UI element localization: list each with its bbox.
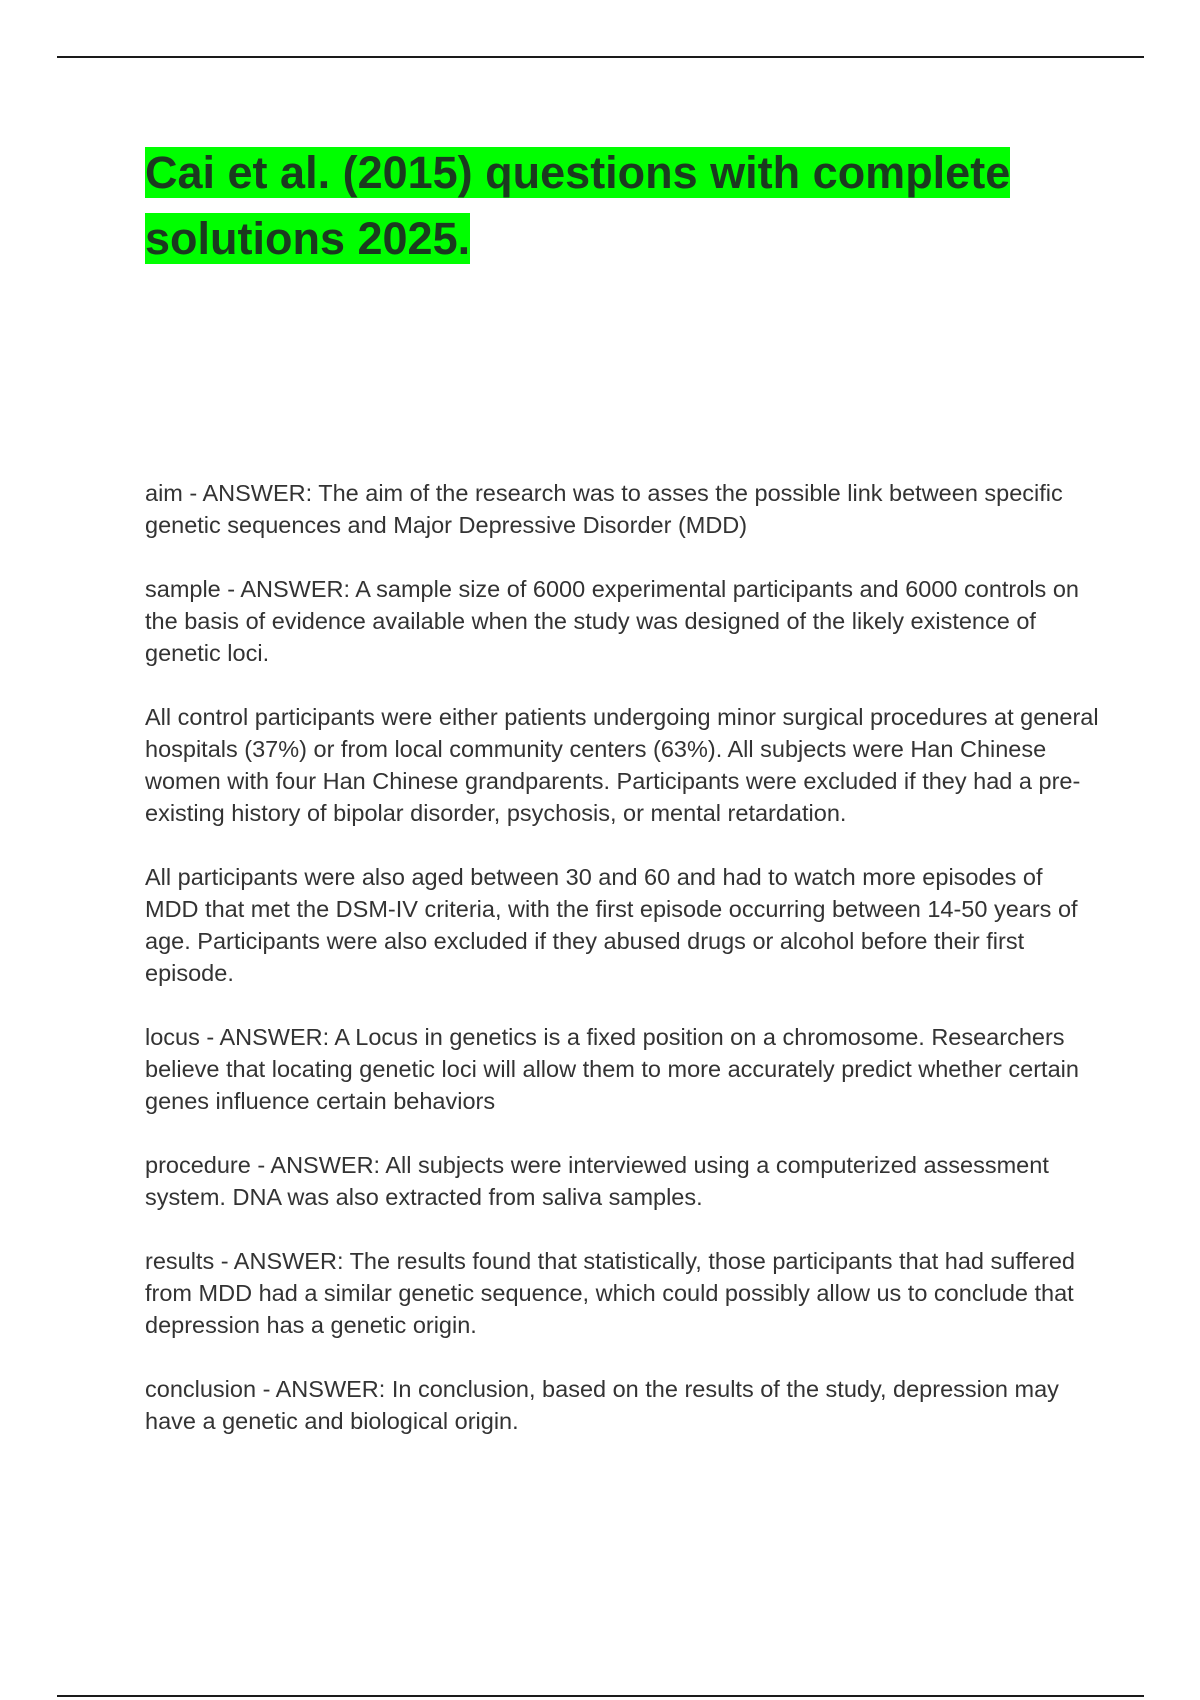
- footer-rule: [57, 1695, 1144, 1697]
- document-body: [145, 477, 1100, 1469]
- document-title: [145, 140, 1085, 272]
- title-highlight: Cai et al. (2015) questions with complete solutions 2025.: [145, 147, 1011, 264]
- paragraph-sample: sample - ANSWER: A sample size of 6000 experimental participants and 6000 controls on the basis of evidence available when the study was designed of the likely existence of genetic loci.: [145, 576, 1079, 666]
- paragraph-procedure: procedure - ANSWER: All subjects were interviewed using a computerized assessment system. DNA was also extracted from saliva samples.: [145, 1152, 1049, 1210]
- paragraph-conclusion: conclusion - ANSWER: In conclusion, based on the results of the study, depression may have a genetic and biological origin.: [145, 1376, 1059, 1434]
- paragraph-locus: locus - ANSWER: A Locus in genetics is a fixed position on a chromosome. Researchers believe that locating genetic loci will allow them to more accurately predict whether certain genes influence certain behaviors: [145, 1024, 1079, 1114]
- paragraph-participant-criteria: All participants were also aged between 30 and 60 and had to watch more episodes of MDD that met the DSM-IV criteria, with the first episode occurring between 14-50 years of age. Participants were also excluded if they abused drugs or alcohol before their first episode.: [145, 864, 1078, 986]
- paragraph-aim: aim - ANSWER: The aim of the research was to asses the possible link between specific genetic sequences and Major Depressive Disorder (MDD): [145, 480, 1063, 538]
- header-rule: [57, 56, 1144, 58]
- paragraph-results: results - ANSWER: The results found that statistically, those participants that had suffered from MDD had a similar genetic sequence, which could possibly allow us to conclude that depression has a genetic origin.: [145, 1248, 1076, 1338]
- paragraph-control-participants: All control participants were either patients undergoing minor surgical procedures at general hospitals (37%) or from local community centers (63%). All subjects were Han Chinese women with four Han Chinese grandparents. Participants were excluded if they had a pre-existing history of bipolar disorder, psychosis, or mental retardation.: [145, 704, 1099, 826]
